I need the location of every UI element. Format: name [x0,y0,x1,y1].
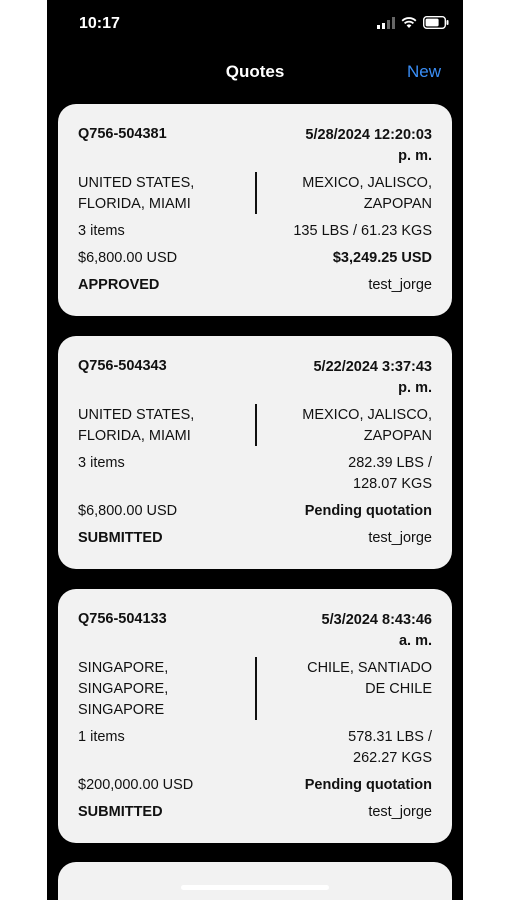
quote-date: 5/28/2024 12:20:03 p. m. [305,127,432,164]
battery-icon [423,16,449,29]
origin-location: UNITED STATES, FLORIDA, MIAMI [78,407,195,444]
quote-id: Q756-504133 [78,611,167,627]
route-divider [255,657,257,720]
item-count: 3 items [78,223,125,239]
declared-value: $6,800.00 USD [78,250,178,266]
shipment-weight: 282.39 LBS / 128.07 KGS [348,455,432,492]
page-title: Quotes [225,62,285,81]
route-divider [255,172,257,214]
declared-value: $200,000.00 USD [78,777,194,793]
quote-card[interactable] [58,104,452,316]
route-divider [255,404,257,446]
declared-value: $6,800.00 USD [78,503,178,519]
quote-status: APPROVED [78,277,160,293]
quote-amount: Pending quotation [304,777,432,793]
status-icons [377,16,449,29]
quote-date: 5/3/2024 8:43:46 a. m. [321,612,432,649]
quote-card[interactable] [58,589,452,843]
quote-amount: Pending quotation [304,503,432,519]
quote-status: SUBMITTED [78,804,163,820]
navigation-bar [47,56,463,88]
shipment-weight: 135 LBS / 61.23 KGS [293,223,432,239]
quote-user: test_jorge [368,804,432,820]
shipment-weight: 578.31 LBS / 262.27 KGS [348,729,432,766]
item-count: 3 items [78,455,125,471]
quote-id: Q756-504381 [78,126,167,142]
phone-screen [47,0,463,900]
wifi-icon [401,17,417,29]
quote-card[interactable] [58,336,452,569]
quote-id: Q756-504343 [78,358,167,374]
quote-date: 5/22/2024 3:37:43 p. m. [313,359,432,396]
destination-location: MEXICO, JALISCO, ZAPOPAN [302,407,432,444]
origin-location: SINGAPORE, SINGAPORE, SINGAPORE [78,660,169,718]
destination-location: CHILE, SANTIADO DE CHILE [307,660,432,697]
status-time: 10:17 [79,15,120,32]
quote-status: SUBMITTED [78,530,163,546]
new-quote-button[interactable]: New [406,62,441,81]
status-bar [47,0,463,50]
destination-location: MEXICO, JALISCO, ZAPOPAN [302,175,432,212]
home-indicator[interactable] [181,885,329,890]
quote-card-partial[interactable] [58,862,452,900]
quote-amount: $3,249.25 USD [332,250,432,266]
quote-user: test_jorge [368,277,432,293]
origin-location: UNITED STATES, FLORIDA, MIAMI [78,175,195,212]
item-count: 1 items [78,729,125,745]
quote-user: test_jorge [368,530,432,546]
cellular-signal-icon [377,17,395,29]
